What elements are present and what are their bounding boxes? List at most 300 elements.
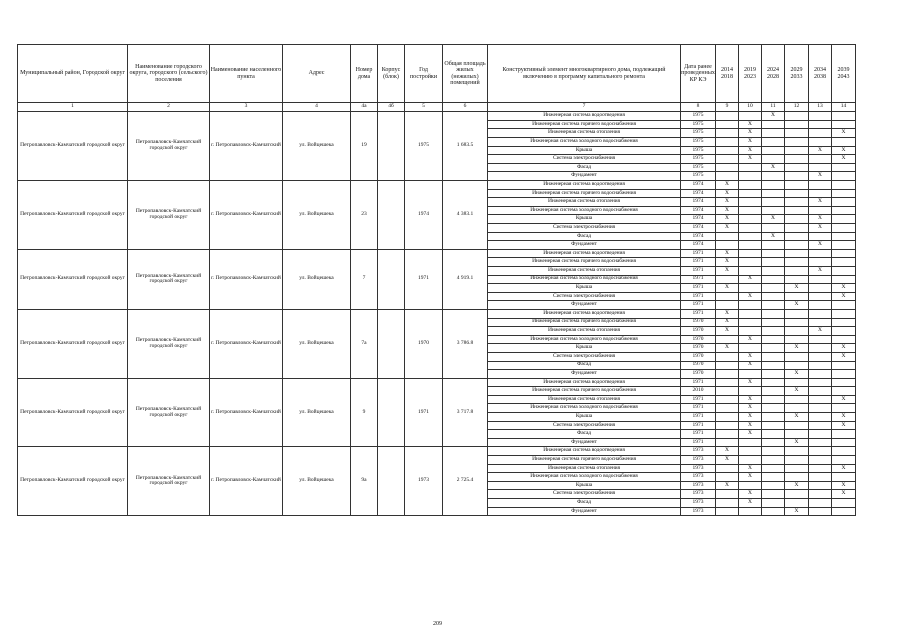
period-mark-cell	[739, 189, 762, 198]
period-mark-cell	[762, 327, 785, 336]
period-mark-cell	[716, 361, 739, 370]
period-mark-cell	[832, 172, 856, 181]
period-mark-cell	[785, 112, 809, 121]
period-mark-cell	[809, 138, 832, 147]
period-mark-cell: X	[785, 284, 809, 293]
period-mark-cell: X	[739, 421, 762, 430]
element-cell: Инженерная система отопления	[488, 327, 681, 336]
period-mark-cell: X	[739, 146, 762, 155]
period-mark-cell	[762, 413, 785, 422]
period-mark-cell: X	[739, 378, 762, 387]
period-mark-cell	[785, 275, 809, 284]
period-mark-cell	[832, 241, 856, 250]
period-mark-cell	[785, 395, 809, 404]
period-mark-cell: X	[785, 370, 809, 379]
period-mark-cell: X	[739, 275, 762, 284]
repair-date-cell: 1971	[681, 309, 716, 318]
repair-date-cell: 1974	[681, 232, 716, 241]
element-cell: Фундамент	[488, 370, 681, 379]
period-mark-cell	[762, 258, 785, 267]
period-mark-cell	[785, 266, 809, 275]
period-mark-cell: X	[716, 198, 739, 207]
period-mark-cell	[716, 473, 739, 482]
period-mark-cell	[809, 395, 832, 404]
period-mark-cell	[762, 206, 785, 215]
period-mark-cell	[762, 456, 785, 465]
period-mark-cell	[716, 378, 739, 387]
locality-cell: г. Петропавловск-Камчатский	[210, 447, 283, 516]
period-mark-cell	[739, 387, 762, 396]
period-mark-cell	[809, 318, 832, 327]
period-mark-cell	[762, 292, 785, 301]
block-cell	[378, 378, 405, 447]
element-cell: Инженерная система водоотведения	[488, 181, 681, 190]
table-row	[18, 378, 856, 387]
period-mark-cell	[739, 481, 762, 490]
period-mark-cell	[832, 404, 856, 413]
element-cell: Система электроснабжения	[488, 421, 681, 430]
column-number-row	[18, 103, 856, 112]
element-cell: Система электроснабжения	[488, 292, 681, 301]
period-mark-cell	[809, 344, 832, 353]
period-mark-cell	[762, 318, 785, 327]
element-cell: Фасад	[488, 232, 681, 241]
element-cell: Фасад	[488, 499, 681, 508]
period-mark-cell: X	[716, 258, 739, 267]
period-mark-cell: X	[832, 421, 856, 430]
period-mark-cell: X	[739, 361, 762, 370]
period-mark-cell	[832, 430, 856, 439]
locality-cell: г. Петропавловск-Камчатский	[210, 112, 283, 181]
repair-date-cell: 1975	[681, 138, 716, 147]
period-mark-cell: X	[809, 241, 832, 250]
address-cell: ул. Войцешека	[283, 309, 351, 378]
period-mark-cell: X	[785, 301, 809, 310]
period-mark-cell	[809, 499, 832, 508]
period-mark-cell: X	[739, 292, 762, 301]
period-mark-cell	[739, 284, 762, 293]
column-number: 12	[785, 103, 809, 112]
period-mark-cell	[762, 266, 785, 275]
period-mark-cell: X	[809, 266, 832, 275]
element-cell: Инженерная система отопления	[488, 198, 681, 207]
period-mark-cell	[832, 327, 856, 336]
element-cell: Крыша	[488, 215, 681, 224]
period-mark-cell	[809, 275, 832, 284]
period-mark-cell	[762, 421, 785, 430]
period-mark-cell	[832, 198, 856, 207]
settlement-cell: Петропавловск-Камчатский городской округ	[128, 378, 210, 447]
area-cell: 4 919.1	[443, 249, 488, 309]
period-mark-cell	[832, 309, 856, 318]
header-period: 2029 2033	[785, 45, 809, 103]
repair-date-cell: 1971	[681, 395, 716, 404]
element-cell: Инженерная система холодного водоснабжения	[488, 275, 681, 284]
period-mark-cell	[785, 155, 809, 164]
period-mark-cell	[785, 378, 809, 387]
built-year-cell: 1974	[405, 181, 443, 250]
repair-date-cell: 1971	[681, 378, 716, 387]
repair-date-cell: 1970	[681, 370, 716, 379]
built-year-cell: 1975	[405, 112, 443, 181]
period-mark-cell	[785, 421, 809, 430]
period-mark-cell	[832, 361, 856, 370]
period-mark-cell: X	[716, 206, 739, 215]
element-cell: Крыша	[488, 344, 681, 353]
period-mark-cell: X	[832, 395, 856, 404]
period-mark-cell	[762, 473, 785, 482]
repair-date-cell: 1971	[681, 249, 716, 258]
period-mark-cell	[809, 335, 832, 344]
period-mark-cell: X	[739, 352, 762, 361]
element-cell: Инженерная система холодного водоснабжения	[488, 206, 681, 215]
repair-date-cell: 1971	[681, 266, 716, 275]
period-mark-cell	[785, 309, 809, 318]
repair-date-cell: 1971	[681, 438, 716, 447]
period-mark-cell	[739, 318, 762, 327]
period-mark-cell	[739, 447, 762, 456]
header-element: Конструктивный элемент многоквартирного дома, подлежащий включению в программу капитального ремонта	[488, 45, 681, 103]
repair-date-cell: 1971	[681, 421, 716, 430]
period-mark-cell	[809, 473, 832, 482]
period-mark-cell: X	[809, 327, 832, 336]
repair-date-cell: 1975	[681, 112, 716, 121]
period-mark-cell	[832, 335, 856, 344]
period-mark-cell	[762, 120, 785, 129]
period-mark-cell	[809, 112, 832, 121]
period-mark-cell	[809, 507, 832, 516]
header-area: Общая площадь жилых (нежилых) помещений	[443, 45, 488, 103]
period-mark-cell: X	[762, 112, 785, 121]
period-mark-cell	[762, 301, 785, 310]
period-mark-cell: X	[716, 181, 739, 190]
period-mark-cell	[716, 275, 739, 284]
header-built-year: Год постройки	[405, 45, 443, 103]
period-mark-cell	[762, 189, 785, 198]
period-mark-cell: X	[832, 129, 856, 138]
period-mark-cell	[785, 464, 809, 473]
period-mark-cell	[739, 181, 762, 190]
period-mark-cell: X	[785, 507, 809, 516]
address-cell: ул. Войцешека	[283, 378, 351, 447]
period-mark-cell: X	[762, 163, 785, 172]
period-mark-cell	[809, 387, 832, 396]
period-mark-cell	[739, 438, 762, 447]
period-mark-cell	[809, 352, 832, 361]
period-mark-cell	[832, 301, 856, 310]
column-number: 4б	[378, 103, 405, 112]
period-mark-cell: X	[739, 335, 762, 344]
period-mark-cell	[785, 258, 809, 267]
period-mark-cell: X	[716, 215, 739, 224]
repair-date-cell: 1970	[681, 344, 716, 353]
period-mark-cell	[809, 421, 832, 430]
repair-date-cell: 1974	[681, 206, 716, 215]
period-mark-cell: X	[809, 215, 832, 224]
period-mark-cell	[739, 344, 762, 353]
period-mark-cell	[739, 163, 762, 172]
header-period: 2014 2018	[716, 45, 739, 103]
period-mark-cell: X	[762, 232, 785, 241]
column-number: 10	[739, 103, 762, 112]
period-mark-cell: X	[739, 490, 762, 499]
period-mark-cell: X	[785, 481, 809, 490]
period-mark-cell	[762, 499, 785, 508]
period-mark-cell	[739, 301, 762, 310]
table-body	[18, 112, 856, 516]
period-mark-cell	[832, 249, 856, 258]
period-mark-cell	[809, 120, 832, 129]
period-mark-cell: X	[716, 309, 739, 318]
period-mark-cell	[716, 352, 739, 361]
element-cell: Крыша	[488, 481, 681, 490]
period-mark-cell	[785, 292, 809, 301]
period-mark-cell	[762, 198, 785, 207]
period-mark-cell	[832, 473, 856, 482]
period-mark-cell	[762, 378, 785, 387]
period-mark-cell	[832, 438, 856, 447]
period-mark-cell	[739, 456, 762, 465]
repair-date-cell: 1974	[681, 181, 716, 190]
repair-date-cell: 1975	[681, 155, 716, 164]
repair-date-cell: 1971	[681, 404, 716, 413]
element-cell: Инженерная система водоотведения	[488, 112, 681, 121]
period-mark-cell: X	[716, 344, 739, 353]
block-cell	[378, 181, 405, 250]
house-number-cell: 9	[351, 378, 378, 447]
period-mark-cell	[762, 241, 785, 250]
repair-date-cell: 1970	[681, 327, 716, 336]
settlement-cell: Петропавловск-Камчатский городской округ	[128, 112, 210, 181]
column-number: 8	[681, 103, 716, 112]
period-mark-cell	[739, 232, 762, 241]
repair-date-cell: 1974	[681, 189, 716, 198]
period-mark-cell: X	[832, 464, 856, 473]
period-mark-cell	[739, 370, 762, 379]
element-cell: Крыша	[488, 146, 681, 155]
period-mark-cell	[809, 301, 832, 310]
period-mark-cell: X	[739, 473, 762, 482]
repair-date-cell: 1973	[681, 481, 716, 490]
period-mark-cell	[739, 327, 762, 336]
period-mark-cell: X	[832, 146, 856, 155]
municipality-cell: Петропавловск-Камчатский городской округ	[18, 378, 128, 447]
element-cell: Инженерная система горячего водоснабжения	[488, 189, 681, 198]
header-period: 2034 2038	[809, 45, 832, 103]
period-mark-cell	[785, 232, 809, 241]
period-mark-cell	[716, 490, 739, 499]
block-cell	[378, 249, 405, 309]
municipality-cell: Петропавловск-Камчатский городской округ	[18, 181, 128, 250]
period-mark-cell	[809, 481, 832, 490]
column-number: 3	[210, 103, 283, 112]
period-mark-cell	[716, 464, 739, 473]
block-cell	[378, 447, 405, 516]
repair-date-cell: 1973	[681, 490, 716, 499]
repair-date-cell: 1973	[681, 473, 716, 482]
period-mark-cell	[809, 189, 832, 198]
column-number: 4	[283, 103, 351, 112]
period-mark-cell: X	[739, 138, 762, 147]
period-mark-cell	[716, 163, 739, 172]
period-mark-cell	[785, 198, 809, 207]
period-mark-cell	[739, 206, 762, 215]
period-mark-cell	[716, 370, 739, 379]
address-cell: ул. Войцешека	[283, 447, 351, 516]
settlement-cell: Петропавловск-Камчатский городской округ	[128, 181, 210, 250]
period-mark-cell	[762, 438, 785, 447]
period-mark-cell	[832, 499, 856, 508]
period-mark-cell: X	[785, 387, 809, 396]
period-mark-cell: X	[716, 456, 739, 465]
period-mark-cell	[762, 146, 785, 155]
period-mark-cell	[785, 138, 809, 147]
settlement-cell: Петропавловск-Камчатский городской округ	[128, 447, 210, 516]
repair-date-cell: 1973	[681, 499, 716, 508]
period-mark-cell: X	[716, 327, 739, 336]
period-mark-cell	[832, 206, 856, 215]
period-mark-cell: X	[832, 292, 856, 301]
period-mark-cell	[762, 335, 785, 344]
built-year-cell: 1970	[405, 309, 443, 378]
period-mark-cell	[762, 507, 785, 516]
period-mark-cell: X	[809, 146, 832, 155]
period-mark-cell	[716, 138, 739, 147]
element-cell: Инженерная система водоотведения	[488, 447, 681, 456]
period-mark-cell	[762, 490, 785, 499]
period-mark-cell	[832, 266, 856, 275]
header-period: 2039 2043	[832, 45, 856, 103]
period-mark-cell	[762, 447, 785, 456]
repair-date-cell: 1971	[681, 301, 716, 310]
period-mark-cell	[832, 387, 856, 396]
period-mark-cell	[785, 447, 809, 456]
area-cell: 3 717.8	[443, 378, 488, 447]
repair-date-cell: 2010	[681, 387, 716, 396]
element-cell: Инженерная система водоотведения	[488, 249, 681, 258]
period-mark-cell	[739, 172, 762, 181]
period-mark-cell	[762, 284, 785, 293]
period-mark-cell	[809, 490, 832, 499]
period-mark-cell	[832, 447, 856, 456]
repair-date-cell: 1975	[681, 146, 716, 155]
settlement-cell: Петропавловск-Камчатский городской округ	[128, 249, 210, 309]
period-mark-cell	[785, 499, 809, 508]
period-mark-cell	[809, 249, 832, 258]
period-mark-cell	[762, 309, 785, 318]
repair-date-cell: 1973	[681, 456, 716, 465]
period-mark-cell	[809, 129, 832, 138]
table-row	[18, 447, 856, 456]
period-mark-cell	[762, 155, 785, 164]
period-mark-cell	[762, 361, 785, 370]
period-mark-cell	[832, 120, 856, 129]
element-cell: Инженерная система отопления	[488, 266, 681, 275]
built-year-cell: 1971	[405, 249, 443, 309]
period-mark-cell	[809, 163, 832, 172]
header-period: 2024 2028	[762, 45, 785, 103]
period-mark-cell	[716, 413, 739, 422]
element-cell: Инженерная система холодного водоснабжения	[488, 138, 681, 147]
period-mark-cell	[832, 318, 856, 327]
period-mark-cell	[716, 232, 739, 241]
period-mark-cell	[762, 344, 785, 353]
period-mark-cell	[832, 215, 856, 224]
element-cell: Система электроснабжения	[488, 224, 681, 233]
period-mark-cell	[716, 146, 739, 155]
period-mark-cell	[832, 181, 856, 190]
house-number-cell: 19	[351, 112, 378, 181]
period-mark-cell	[716, 172, 739, 181]
repair-date-cell: 1974	[681, 241, 716, 250]
period-mark-cell	[739, 266, 762, 275]
element-cell: Фундамент	[488, 241, 681, 250]
period-mark-cell	[762, 352, 785, 361]
municipality-cell: Петропавловск-Камчатский городской округ	[18, 447, 128, 516]
period-mark-cell	[809, 370, 832, 379]
period-mark-cell	[832, 275, 856, 284]
repair-date-cell: 1975	[681, 172, 716, 181]
area-cell: 3 786.8	[443, 309, 488, 378]
period-mark-cell: X	[739, 395, 762, 404]
period-mark-cell	[716, 421, 739, 430]
period-mark-cell	[762, 387, 785, 396]
period-mark-cell	[809, 258, 832, 267]
column-number: 7	[488, 103, 681, 112]
element-cell: Инженерная система отопления	[488, 129, 681, 138]
period-mark-cell	[785, 430, 809, 439]
period-mark-cell	[762, 129, 785, 138]
repair-date-cell: 1971	[681, 284, 716, 293]
element-cell: Система электроснабжения	[488, 490, 681, 499]
period-mark-cell: X	[739, 120, 762, 129]
municipality-cell: Петропавловск-Камчатский городской округ	[18, 112, 128, 181]
table-row	[18, 249, 856, 258]
repair-date-cell: 1974	[681, 224, 716, 233]
period-mark-cell	[716, 395, 739, 404]
period-mark-cell	[832, 258, 856, 267]
address-cell: ул. Войцешека	[283, 112, 351, 181]
period-mark-cell	[762, 481, 785, 490]
period-mark-cell	[809, 181, 832, 190]
period-mark-cell	[832, 138, 856, 147]
element-cell: Крыша	[488, 284, 681, 293]
element-cell: Инженерная система горячего водоснабжения	[488, 456, 681, 465]
period-mark-cell	[762, 395, 785, 404]
period-mark-cell	[785, 181, 809, 190]
locality-cell: г. Петропавловск-Камчатский	[210, 378, 283, 447]
repair-date-cell: 1974	[681, 198, 716, 207]
period-mark-cell: X	[739, 499, 762, 508]
column-number: 6	[443, 103, 488, 112]
header-locality: Наименование населенного пункта	[210, 45, 283, 103]
municipality-cell: Петропавловск-Камчатский городской округ	[18, 249, 128, 309]
block-cell	[378, 309, 405, 378]
period-mark-cell	[809, 413, 832, 422]
element-cell: Система электроснабжения	[488, 155, 681, 164]
period-mark-cell	[809, 447, 832, 456]
period-mark-cell	[785, 129, 809, 138]
column-number: 2	[128, 103, 210, 112]
period-mark-cell	[809, 361, 832, 370]
house-number-cell: 23	[351, 181, 378, 250]
element-cell: Инженерная система отопления	[488, 395, 681, 404]
column-number: 4а	[351, 103, 378, 112]
period-mark-cell	[832, 163, 856, 172]
period-mark-cell	[762, 249, 785, 258]
period-mark-cell	[716, 129, 739, 138]
period-mark-cell	[739, 224, 762, 233]
